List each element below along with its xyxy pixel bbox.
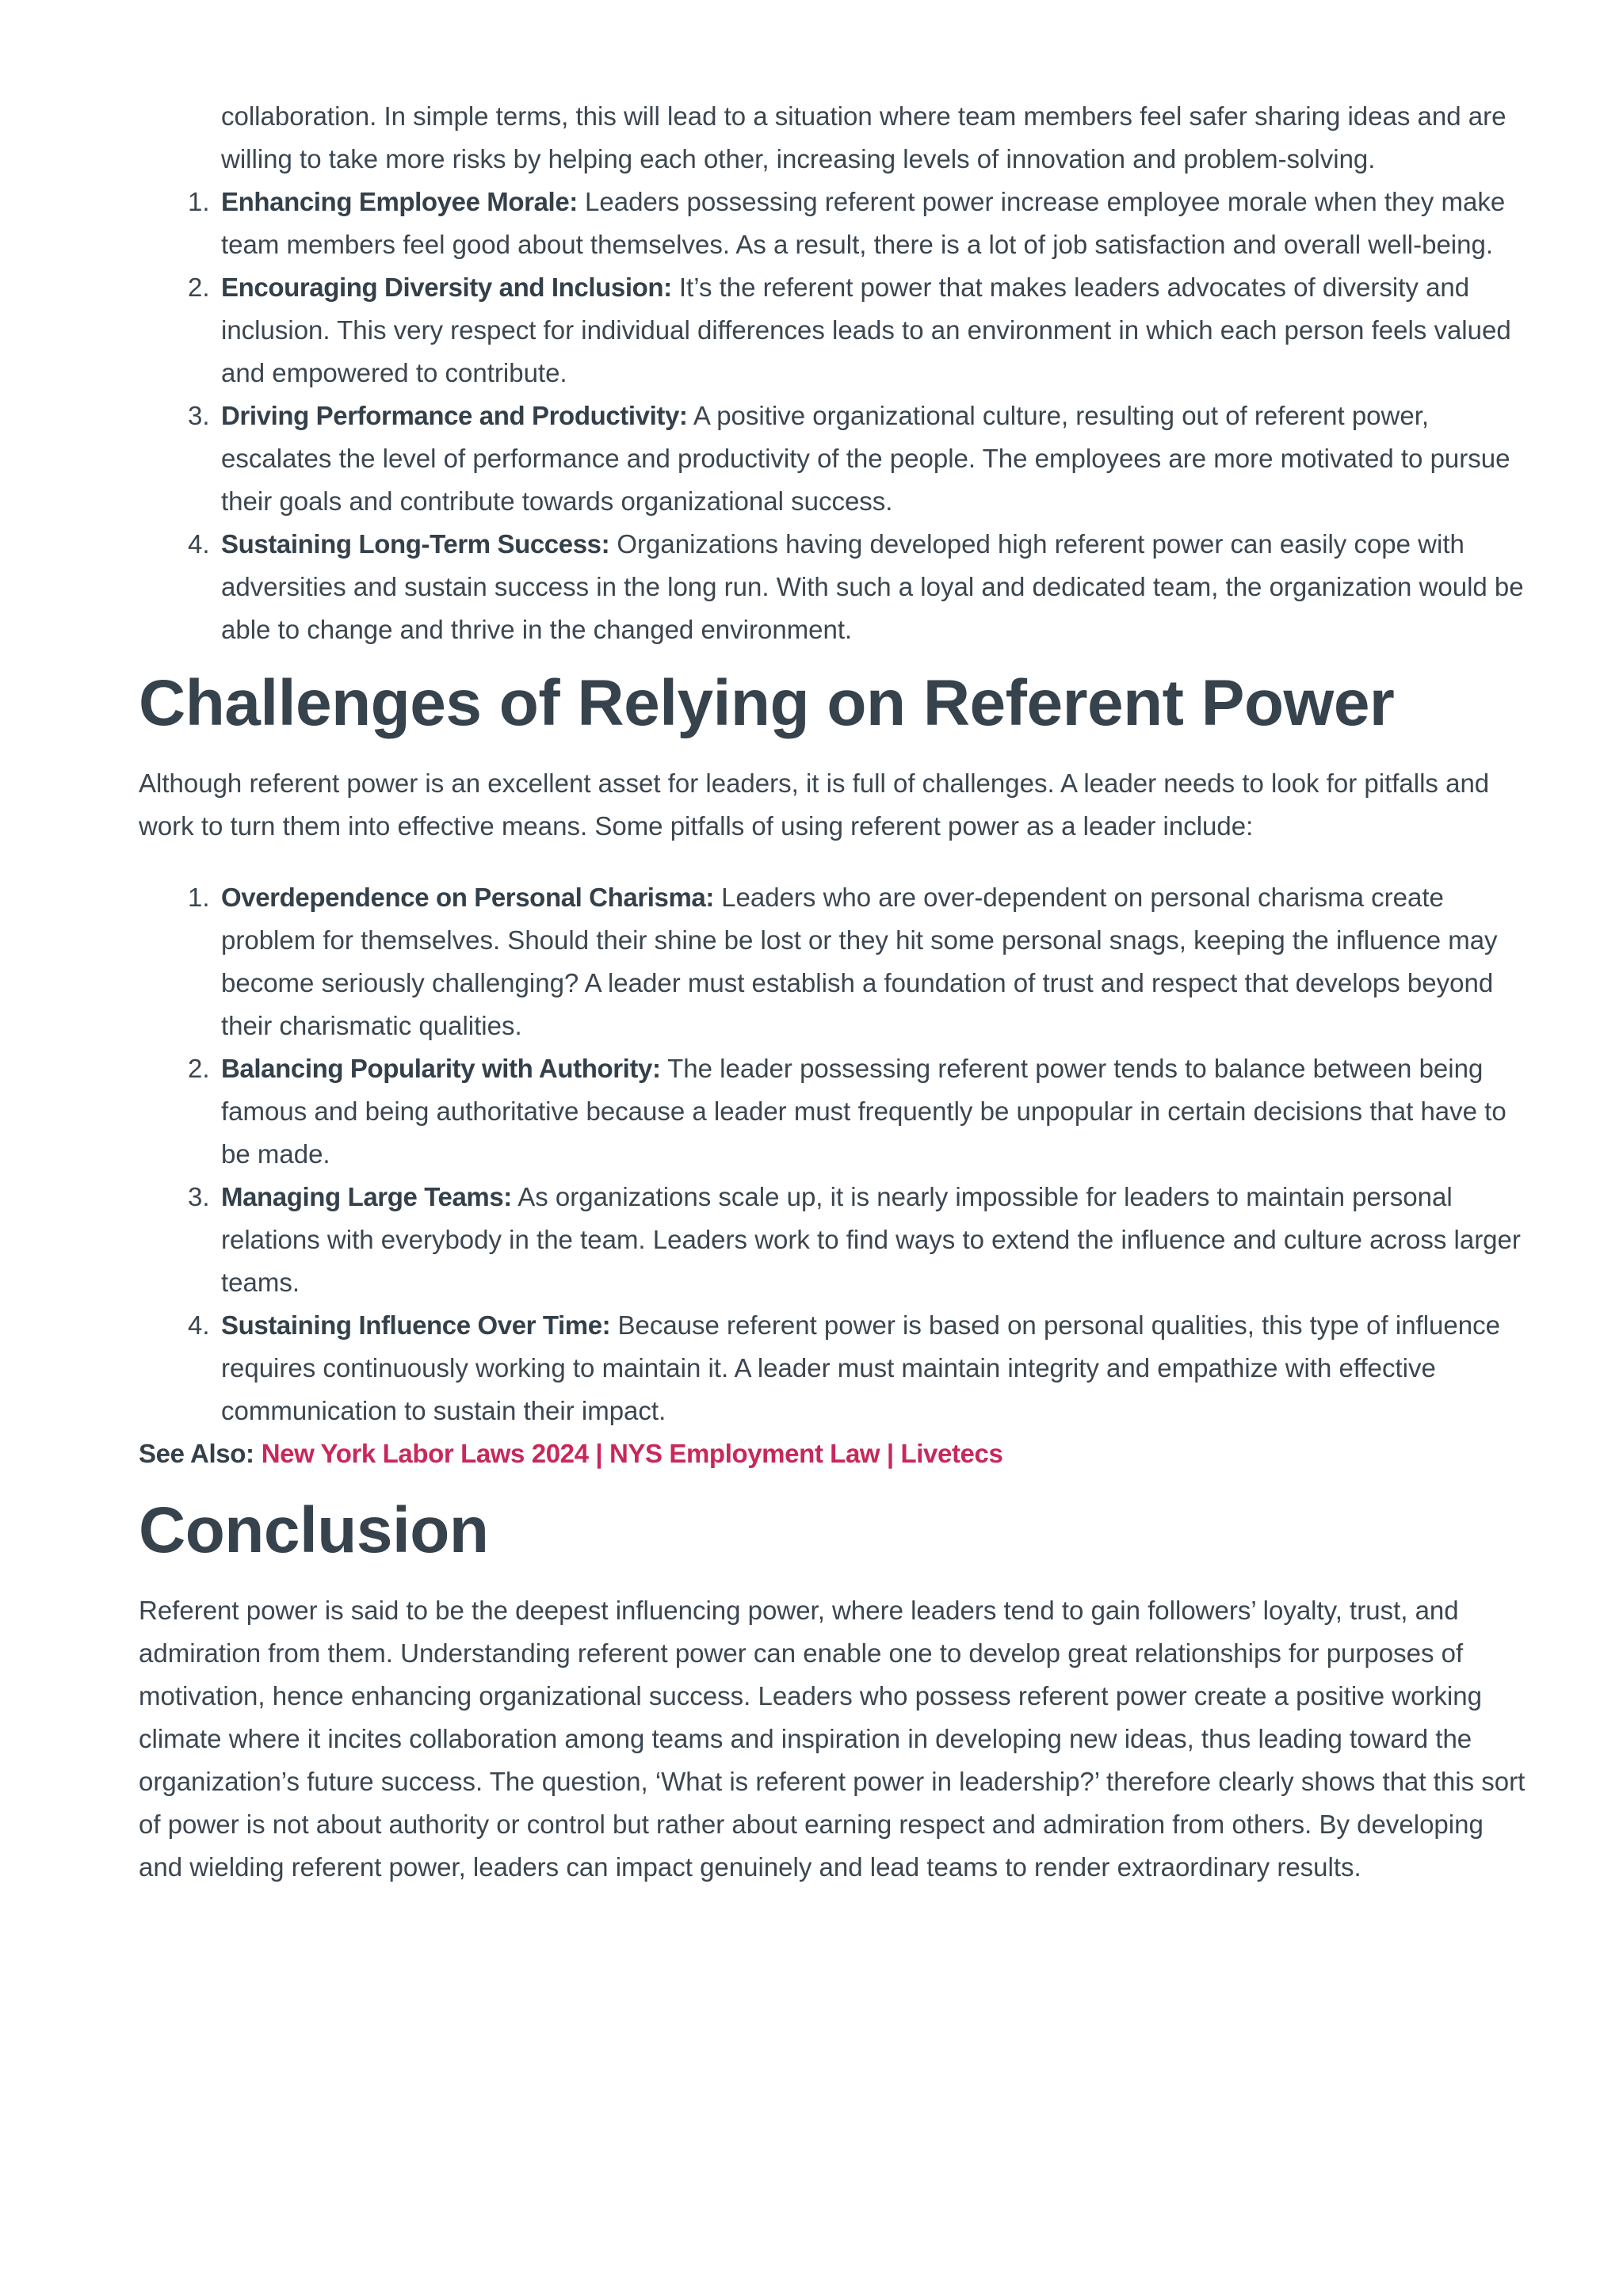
list-term: Sustaining Influence Over Time: — [221, 1310, 611, 1340]
list-text: Organizations having developed high referent power can easily cope with adversities and sustain success in the long run. With such a loyal and dedicated team, the organization would be able to change and thrive in the changed environment. — [221, 529, 1524, 644]
challenges-intro-paragraph: Although referent power is an excellent asset for leaders, it is full of challenges. A leader needs to look for pitfalls and work to turn them into effective means. Some pitfalls of using referent power as a leader include: — [139, 769, 1490, 841]
list-number: 1. — [188, 187, 210, 216]
list-term: Encouraging Diversity and Inclusion: — [221, 273, 672, 302]
intro-continuation-paragraph: collaboration. In simple terms, this will lead to a situation where team members feel safer sharing ideas and are willing to take more risks by helping each other, increasing levels of innovation and problem-solving. — [221, 101, 1507, 174]
list-term: Overdependence on Personal Charisma: — [221, 883, 714, 912]
list-term: Enhancing Employee Morale: — [221, 187, 578, 216]
challenges-heading: Challenges of Relying on Referent Power — [139, 667, 1395, 739]
conclusion-paragraph: Referent power is said to be the deepest influencing power, where leaders tend to gain followers’ loyalty, trust, and admiration from them. Understanding referent power can enable one to develop great relationships for purposes of motivation, hence enhancing organizational success. Leaders who possess referent power create a positive working climate where it incites collaboration among teams and inspiration in developing new ideas, thus leading toward the organization’s future success. The question, ‘What is referent power in leadership?’ therefore clearly shows that this sort of power is not about authority or control but rather about earning respect and admiration from others. By developing and wielding referent power, leaders can impact genuinely and lead teams to render extraordinary results. — [139, 1596, 1526, 1882]
list-term: Driving Performance and Productivity: — [221, 401, 688, 430]
list-number: 4. — [188, 529, 210, 559]
see-also-link[interactable]: New York Labor Laws 2024 | NYS Employment Law | Livetecs — [261, 1439, 1003, 1468]
see-also-label: See Also: — [139, 1439, 254, 1468]
list-item — [188, 1304, 1529, 1432]
article-body — [139, 95, 1529, 1889]
list-text: Because referent power is based on personal qualities, this type of influence requires continuously working to maintain it. A leader must maintain integrity and empathize with effective communication to sustain their impact. — [221, 1310, 1500, 1425]
list-text: A positive organizational culture, resulting out of referent power, escalates the level of performance and productivity of the people. The employees are more motivated to pursue their goals and contribute towards organizational success. — [221, 401, 1510, 516]
list-number: 3. — [188, 401, 210, 430]
list-text: Leaders possessing referent power increase employee morale when they make team members feel good about themselves. As a result, there is a lot of job satisfaction and overall well-being. — [221, 187, 1506, 259]
list-item — [188, 181, 1529, 266]
list-text: The leader possessing referent power tends to balance between being famous and being authoritative because a leader must frequently be unpopular in certain decisions that have to be made. — [221, 1054, 1507, 1169]
list-text: It’s the referent power that makes leaders advocates of diversity and inclusion. This very respect for individual differences leads to an environment in which each person feels valued and empowered to contribute. — [221, 273, 1511, 387]
conclusion-heading: Conclusion — [139, 1494, 489, 1566]
list-item — [188, 1047, 1529, 1176]
list-term: Sustaining Long-Term Success: — [221, 529, 610, 559]
list-text: Leaders who are over-dependent on personal charisma create problem for themselves. Should their shine be lost or they hit some personal snags, keeping the influence may become seriously challenging? A leader must establish a foundation of trust and respect that develops beyond their charismatic qualities. — [221, 883, 1498, 1040]
list-number: 2. — [188, 1054, 210, 1083]
benefits-list — [139, 181, 1529, 651]
list-text: As organizations scale up, it is nearly impossible for leaders to maintain personal relations with everybody in the team. Leaders work to find ways to extend the influence and culture across larger teams. — [221, 1182, 1521, 1297]
challenges-list — [139, 876, 1529, 1432]
list-number: 4. — [188, 1310, 210, 1340]
list-item — [188, 523, 1529, 651]
list-term: Balancing Popularity with Authority: — [221, 1054, 661, 1083]
list-term: Managing Large Teams: — [221, 1182, 512, 1211]
list-item — [188, 395, 1529, 523]
list-item — [188, 1176, 1529, 1304]
list-number: 2. — [188, 273, 210, 302]
list-item — [188, 266, 1529, 395]
see-also — [139, 1432, 1529, 1475]
list-number: 3. — [188, 1182, 210, 1211]
list-item — [188, 876, 1529, 1047]
list-number: 1. — [188, 883, 210, 912]
